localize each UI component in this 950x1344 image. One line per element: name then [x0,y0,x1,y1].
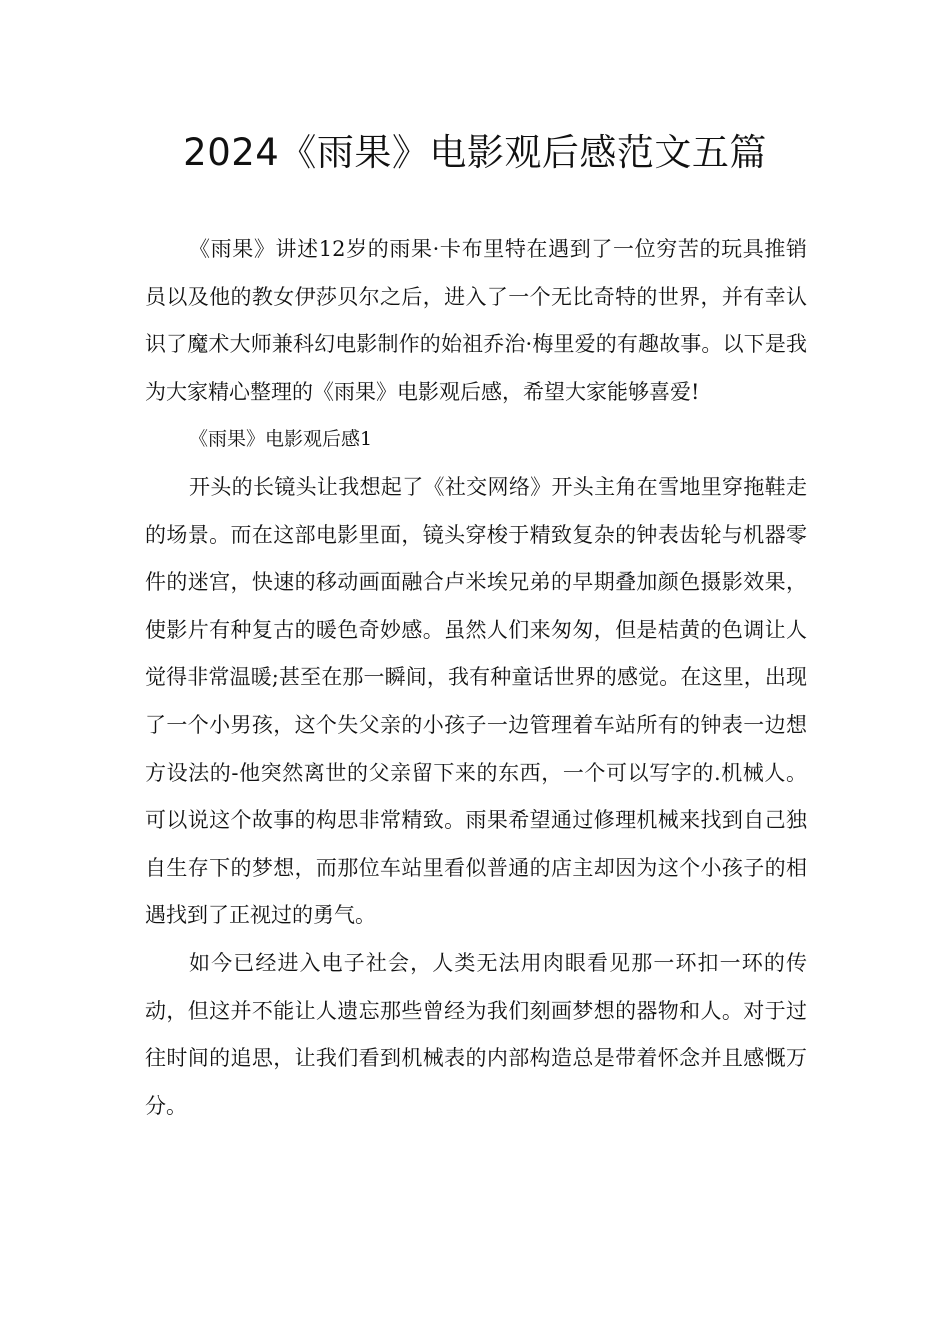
section-heading: 《雨果》电影观后感1 [189,428,373,451]
body-paragraph-2: 如今已经进入电子社会，人类无法用肉眼看见那一环扣一环的传动，但这并不能让人遗忘那些曾经为我们刻画梦想的器物和人。对于过往时间的追思，让我们看到机械表的内部构造总是带着怀念并且感慨万分。 [145,950,807,1118]
document-title: 2024《雨果》电影观后感范文五篇 [183,131,767,174]
body-paragraph-1: 开头的长镜头让我想起了《社交网络》开头主角在雪地里穿拖鞋走的场景。而在这部电影里面，镜头穿梭于精致复杂的钟表齿轮与机器零件的迷宫，快速的移动画面融合卢米埃兄弟的早期叠加颜色摄影效果，使影片有种复古的暖色奇妙感。虽然人们来匆匆，但是桔黄的色调让人觉得非常温暖;甚至在那一瞬间，我有种童话世界的感觉。在这里，出现了一个小男孩，这个失父亲的小孩子一边管理着车站所有的钟表一边想方设法的-他突然离世的父亲留下来的东西，一个可以写字的.机械人。可以说这个故事的构思非常精致。雨果希望通过修理机械来找到自己独自生存下的梦想，而那位车站里看似普通的店主却因为这个小孩子的相遇找到了正视过的勇气。 [145,474,807,928]
document-body [145,226,807,1130]
intro-paragraph: 《雨果》讲述12岁的雨果·卡布里特在遇到了一位穷苦的玩具推销员以及他的教女伊莎贝尔之后，进入了一个无比奇特的世界，并有幸认识了魔术大师兼科幻电影制作的始祖乔治·梅里爱的有趣故事。以下是我为大家精心整理的《雨果》电影观后感，希望大家能够喜爱! [145,237,807,404]
